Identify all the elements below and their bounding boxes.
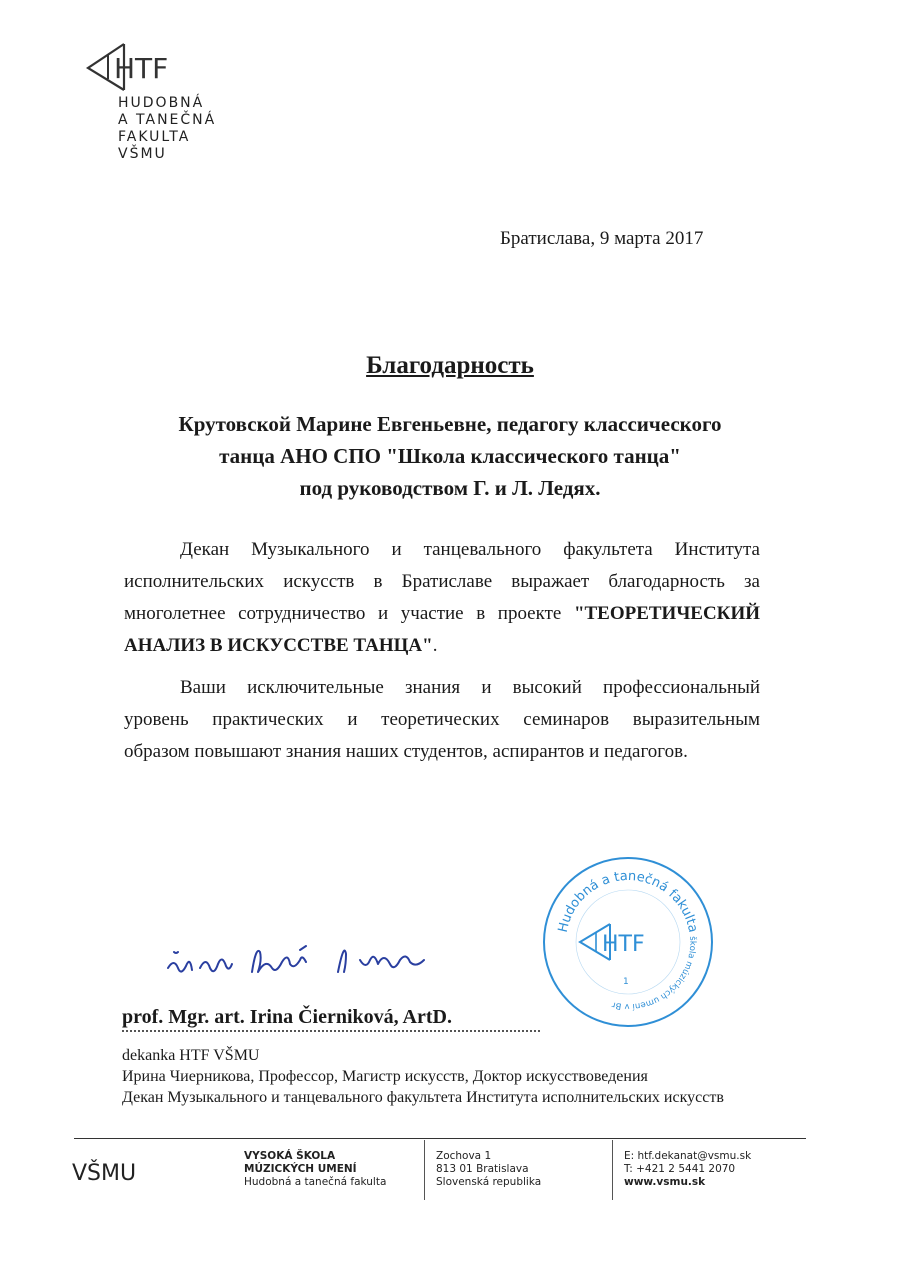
paragraph-text: .: [432, 635, 438, 656]
recipient-line: под руководством Г. и Л. Ледях.: [299, 476, 601, 500]
htf-logo: [84, 38, 204, 99]
vsmu-logo: [72, 1152, 172, 1197]
handwritten-signature: [160, 932, 460, 997]
faculty-name-line: VŠMU: [118, 146, 167, 162]
signer-detail-line: dekanka HTF VŠMU: [122, 1047, 260, 1064]
paragraph-line: Декан Музыкального и танцевального факультета Института: [180, 539, 760, 560]
stamp-center-text: HTF: [602, 932, 645, 957]
project-title-part: АНАЛИЗ В ИСКУССТВЕ ТАНЦА": [124, 635, 433, 656]
paragraph-line: [124, 630, 760, 662]
paragraph-1: [124, 534, 760, 662]
faculty-name-line: HUDOBNÁ: [118, 95, 205, 111]
footer-line: Hudobná a tanečná fakulta: [244, 1176, 387, 1188]
footer-line: 813 01 Bratislava: [436, 1163, 529, 1175]
footer-contacts: [624, 1150, 751, 1189]
paragraph-2: [124, 672, 760, 768]
footer-column-divider: [424, 1140, 425, 1200]
recipient-block: [100, 408, 800, 504]
paragraph-text: многолетнее сотрудничество и участие в проекте: [124, 603, 562, 624]
footer-line: MÚZICKÝCH UMENÍ: [244, 1163, 357, 1175]
stamp-text-bottom: škola múzických umení v Br: [611, 935, 698, 1012]
recipient-line: Крутовской Марине Евгеньевне, педагогу классического: [178, 412, 722, 436]
faculty-name: [118, 95, 216, 163]
footer-line: Slovenská republika: [436, 1176, 542, 1188]
faculty-name-line: A TANEČNÁ: [118, 112, 217, 128]
faculty-stamp: [538, 852, 718, 1037]
footer-divider: [74, 1138, 806, 1139]
letter-title: Благодарность: [366, 352, 534, 379]
paragraph-line: образом повышают знания наших студентов, аспирантов и педагогов.: [124, 741, 688, 762]
signer-name: prof. Mgr. art. Irina Čierniková, ArtD.: [122, 1006, 452, 1028]
project-title-part: "ТЕОРЕТИЧЕСКИЙ: [573, 603, 761, 624]
footer-phone: T: +421 2 5441 2070: [624, 1163, 736, 1175]
paragraph-line: [124, 598, 760, 630]
footer-column-divider: [612, 1140, 613, 1200]
footer-website-link[interactable]: www.vsmu.sk: [624, 1176, 706, 1188]
stamp-text-top: Hudobná a tanečná fakulta: [555, 868, 701, 934]
signer-details: [122, 1045, 724, 1108]
signer-detail-line: Декан Музыкального и танцевального факультета Института исполнительских искусств: [122, 1089, 724, 1106]
footer-institution: [244, 1150, 386, 1189]
signer-detail-line: Ирина Чиерникова, Профессор, Магистр искусств, Доктор искусствоведения: [122, 1068, 648, 1085]
footer-line: VYSOKÁ ŠKOLA: [244, 1150, 336, 1162]
footer-logo-text: VŠMU: [72, 1161, 137, 1186]
paragraph-line: Ваши исключительные знания и высокий профессиональный: [180, 677, 760, 698]
letter-date: Братислава, 9 марта 2017: [500, 228, 704, 249]
logo-mark-text: HTF: [114, 52, 169, 85]
paragraph-line: исполнительских искусств в Братиславе выражает благодарность за: [124, 571, 760, 592]
signature-dotted-line: [122, 1030, 540, 1032]
footer-email[interactable]: E: htf.dekanat@vsmu.sk: [624, 1150, 752, 1162]
footer-address: [436, 1150, 541, 1189]
recipient-line: танца АНО СПО "Школа классического танца": [219, 444, 681, 468]
svg-text:Hudobná a tanečná fakulta: [556, 869, 701, 934]
stamp-number: 1: [623, 977, 629, 987]
footer-line: Zochova 1: [436, 1150, 492, 1162]
paragraph-line: уровень практических и теоретических семинаров выразительным: [124, 709, 760, 730]
faculty-name-line: FAKULTA: [118, 129, 191, 145]
